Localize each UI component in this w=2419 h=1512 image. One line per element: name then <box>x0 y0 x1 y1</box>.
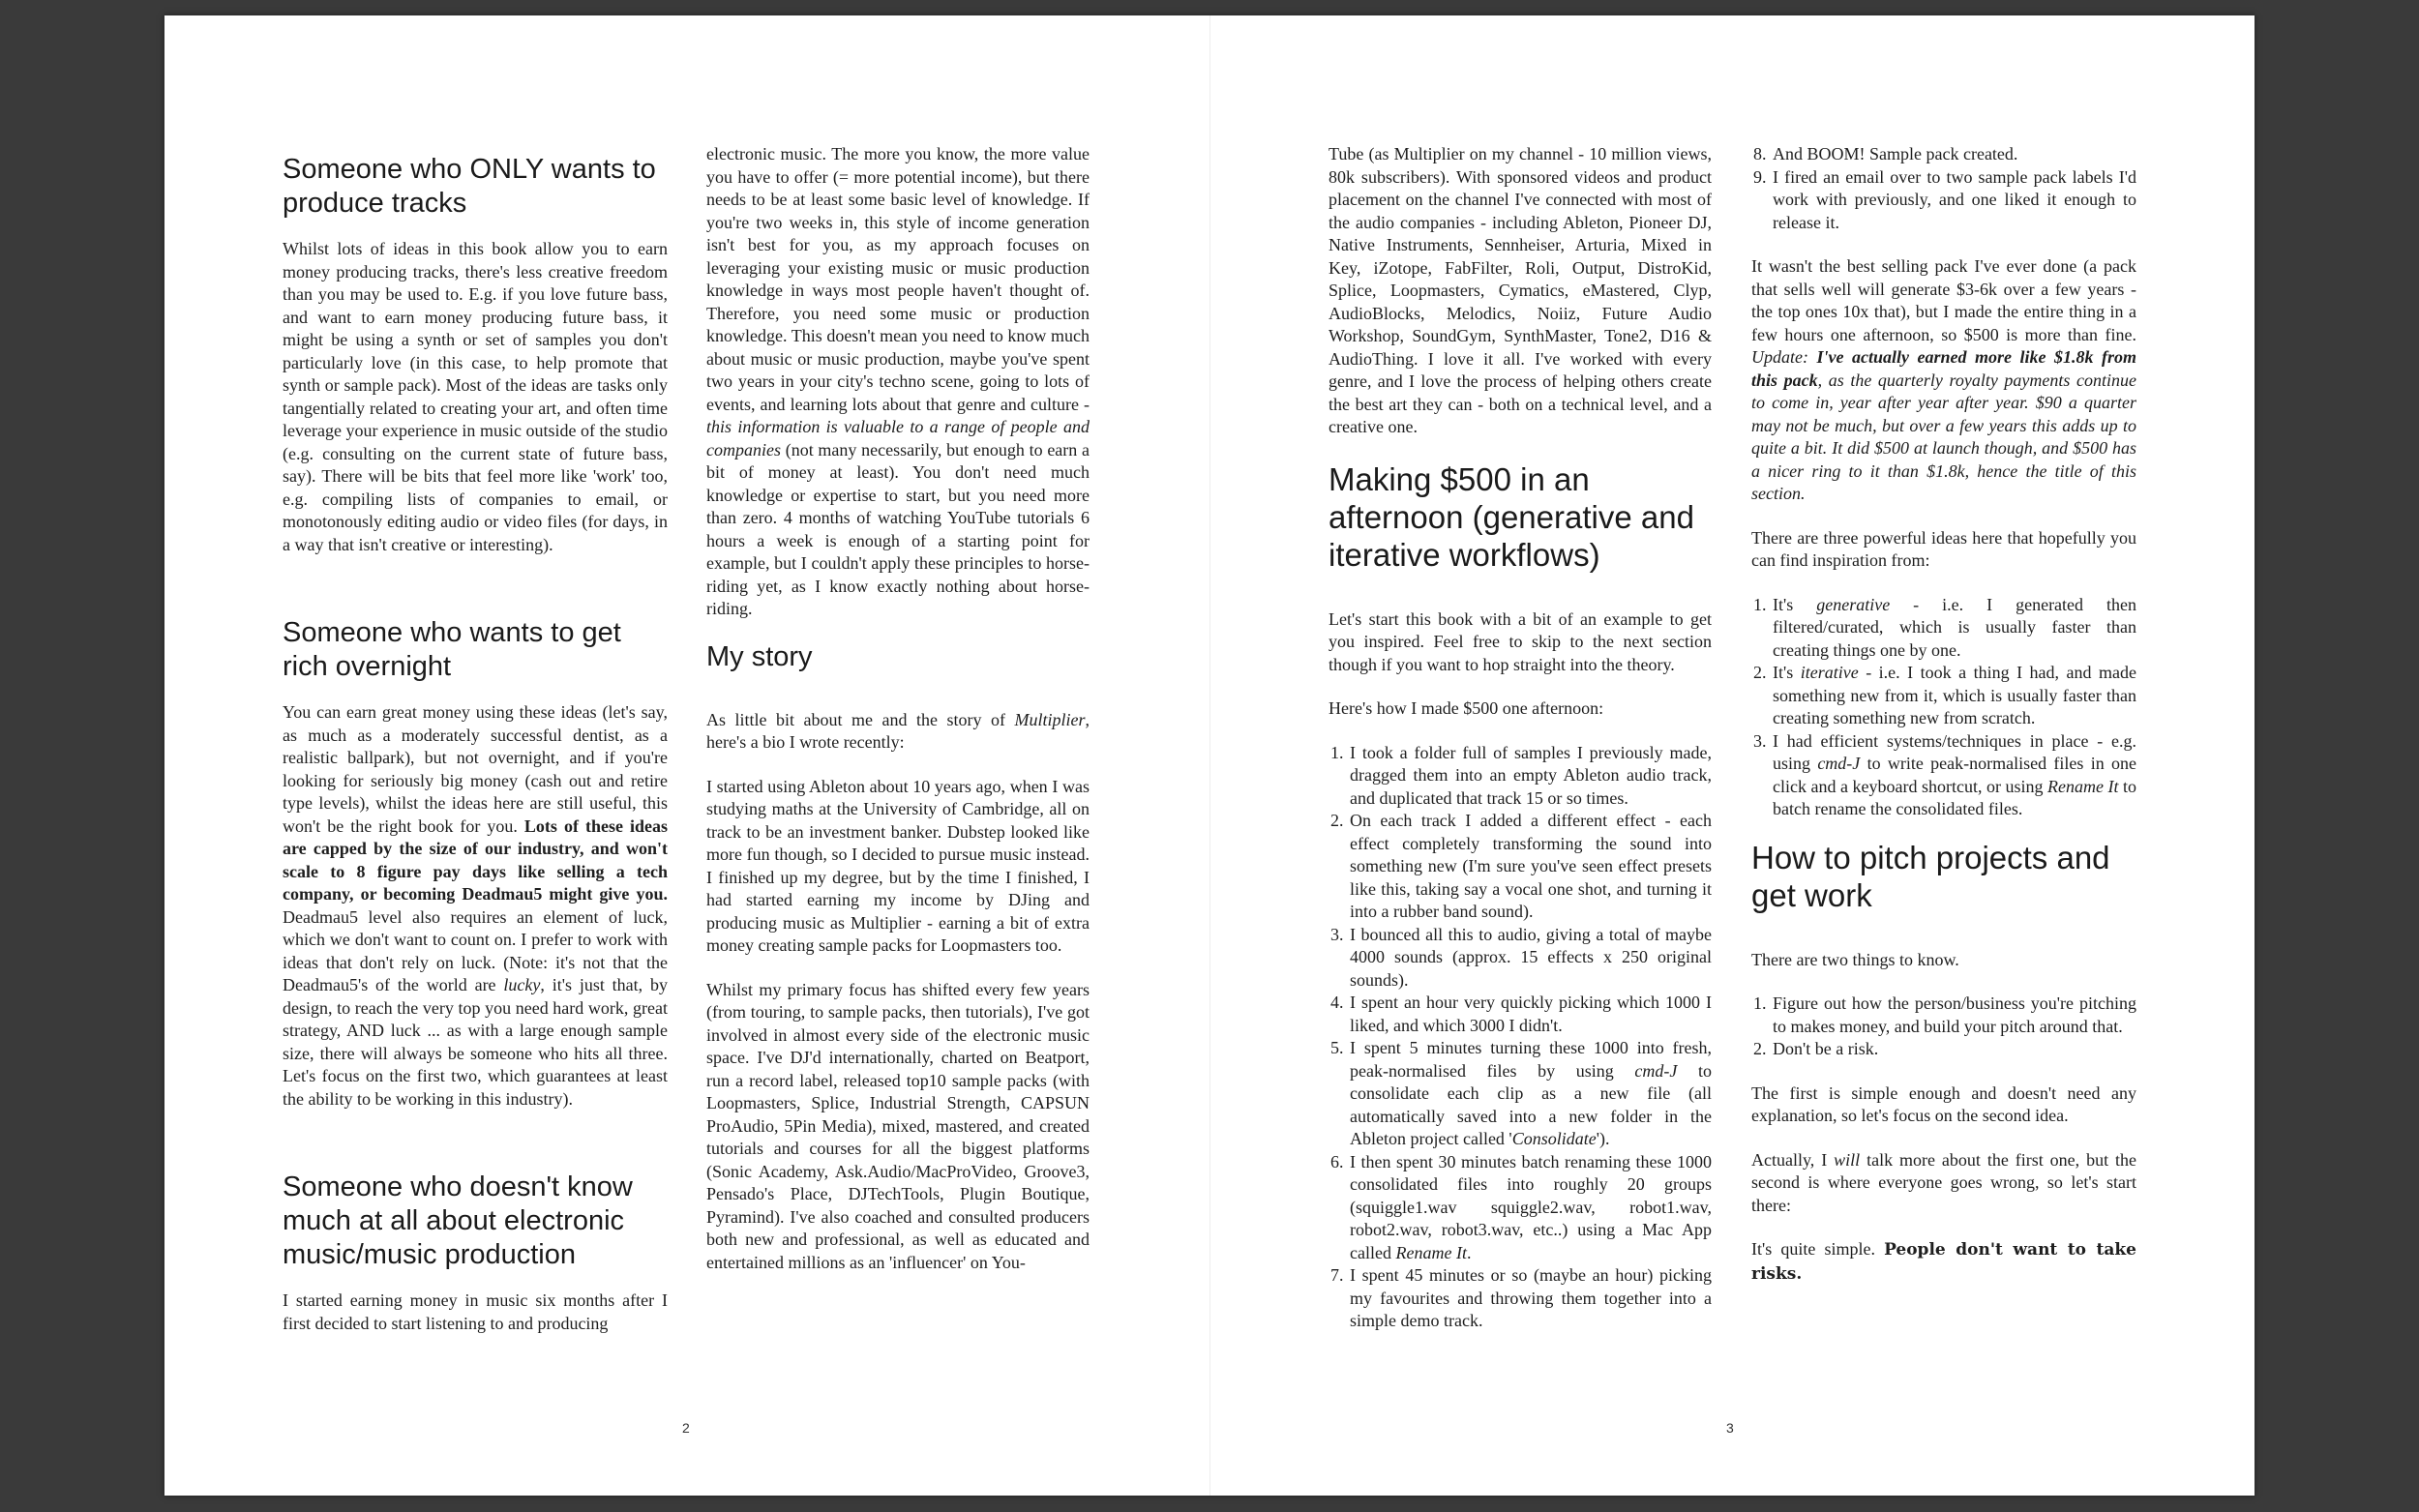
paragraph: It wasn't the best selling pack I've ever done (a pack that sells well will generate $3-6k over a few years - the top ones 10x that), but I made the entire thing in a few hours one afternoon, so $500 is more than fine. Update: I've actually earned more like $1.8k from this pack, as the quarterly royalty payments continue to come in, year after year after year. $90 a quarter may not be much, but over a few years this adds up to quite a bit. It did $500 at launch though, and $500 has a nicer ring to it than $1.8k, hence the title of this section. <box>1751 256 2136 503</box>
paragraph: Let's start this book with a bit of an example to get you inspired. Feel free to skip to the next section though if you want to hop straight into the theory. <box>1329 608 1712 674</box>
heading-only-produce-tracks: Someone who ONLY wants to produce tracks <box>283 154 656 219</box>
list-item: 2. On each track I added a different effect - each effect completely transforming the sound into something new (I'm sure you've seen effect presets like this, taking say a vocal one shot, and turning it into a rubber band sound). <box>1348 810 1712 924</box>
italic-text: this information is valuable to a range of people and companies <box>706 417 1090 460</box>
list-item: 2. Don't be a risk. <box>1771 1038 2136 1061</box>
list-item: 1. It's generative - i.e. I generated then filtered/curated, which is usually faster than creating things one by one. <box>1771 594 2136 663</box>
paragraph: electronic music. The more you know, the more value you have to offer (= more potential income), but there needs to be at least some basic level of knowledge. If you're two weeks in, this style of income generation isn't best for you, as my approach focuses on leveraging your existing music or music production knowledge in ways most people haven't thought of. Therefore, you need some music or production knowledge. This doesn't mean you need to know much about music or music production, maybe you've spent two years in your city's techno scene, going to lots of events, and learning lots about that genre and culture - this information is valuable to a range of people and companies (not many necessarily, but enough to earn a bit of money at least). You don't need much knowledge or expertise to start, but you need more than zero. 4 months of watching YouTube tutorials 6 hours a week is enough of a starting point for example, but I couldn't apply these principles to horse-riding yet, as I know exactly nothing about horse-riding. <box>706 144 1090 618</box>
paragraph: There are three powerful ideas here that hopefully you can find inspiration from: <box>1751 527 2136 570</box>
paragraph: Tube (as Multiplier on my channel - 10 million views, 80k subscribers). With sponsored videos and product placement on the channel I've connected with most of the audio companies - including Ableton, Pioneer DJ, Native Instruments, Sennheiser, Arturia, Mixed in Key, iZotope, FabFilter, Roli, Output, DistroKid, Splice, Loopmasters, Cymatics, eMastered, Clyp, AudioBlocks, Melodics, Noiiz, Future Audio Workshop, SoundGym, SynthMaster, Tone2, D16 & AudioThing. I love it all. I've worked with every genre, and I love the process of helping others create the best art they can - both on a technical level, and a creative one. <box>1329 144 1712 436</box>
list-item: 8. And BOOM! Sample pack created. <box>1771 143 2136 166</box>
list-item: 1. I took a folder full of samples I previously made, dragged them into an empty Ableton audio track, and duplicated that track 15 or so times. <box>1348 742 1712 811</box>
bold-text: People don't want to take risks. <box>1751 1240 2136 1284</box>
italic-text: Multiplier <box>1014 709 1086 729</box>
heading-get-rich-overnight: Someone who wants to get rich overnight <box>283 617 621 682</box>
list-item: 1. Figure out how the person/business you're pitching to makes money, and build your pitch around that. <box>1771 993 2136 1038</box>
book-spread <box>164 15 2255 1496</box>
paragraph: Whilst lots of ideas in this book allow you to earn money producing tracks, there's less creative freedom than you may be used to. E.g. if you love future bass, and want to earn money producing future bass, it might be using a synth or set of samples you don't particularly love (in this case, to help promote that synth or sample pack). Most of the ideas are tasks only tangentially related to creating your art, and often time leverage your experience in music outside of the studio (e.g. consulting on the current state of future bass, say). There will be bits that feel more like 'work' too, e.g. compiling lists of companies to email, or monotonously editing audio or video files (for days, in a way that isn't creative or interesting). <box>283 239 668 554</box>
page-number-left: 2 <box>682 1420 690 1436</box>
list-item: 4. I spent an hour very quickly picking which 1000 I liked, and which 3000 I didn't. <box>1348 992 1712 1037</box>
paragraph: I started earning money in music six months after I first decided to start listening to and producing <box>283 1290 668 1333</box>
list-item: 3. I had efficient systems/techniques in place - e.g. using cmd-J to write peak-normalised files in one click and a keyboard shortcut, or using Rename It to batch rename the consolidated files. <box>1771 730 2136 821</box>
list-item: 5. I spent 5 minutes turning these 1000 into fresh, peak-normalised files by using cmd-J to consolidate each clip as a new file (all automatically saved into a new folder in the Ableton project called 'Consolidate'). <box>1348 1037 1712 1151</box>
left-page-column-2 <box>706 143 1090 1295</box>
bold-italic-text: I've actually earned more like $1.8k from this pack <box>1751 347 2136 390</box>
paragraph: Actually, I will talk more about the first one, but the second is where everyone goes wrong, so let's start there: <box>1751 1149 2136 1215</box>
list-item: 2. It's iterative - i.e. I took a thing I had, and made something new from it, which is usually faster than creating something new from scratch. <box>1771 662 2136 730</box>
heading-making-500: Making $500 in an afternoon (generative and iterative workflows) <box>1329 460 1694 573</box>
page-number-right: 3 <box>1726 1420 1734 1436</box>
left-page-column-1 <box>283 143 668 1356</box>
paragraph: I started using Ableton about 10 years ago, when I was studying maths at the University of Cambridge, all on track to be an investment banker. Dubstep looked like more fun though, so I decided to pursue music instead. I finished up my degree, but by the time I finished, I had started earning my income by DJing and producing music as Multiplier - earning a bit of extra money creating sample packs for Loopmasters too. <box>706 776 1090 955</box>
right-page-column-2 <box>1751 143 2136 1307</box>
things-list <box>1751 993 2136 1061</box>
heading-pitch-projects: How to pitch projects and get work <box>1751 839 2110 913</box>
heading-my-story: My story <box>706 640 813 672</box>
paragraph: It's quite simple. People don't want to take risks. <box>1751 1239 2136 1284</box>
list-item: 7. I spent 45 minutes or so (maybe an hour) picking my favourites and throwing them together into a simple demo track. <box>1348 1264 1712 1333</box>
heading-doesnt-know-much: Someone who doesn't know much at all about electronic music/music production <box>283 1171 633 1270</box>
list-item: 3. I bounced all this to audio, giving a total of maybe 4000 sounds (approx. 15 effects x 250 original sounds). <box>1348 924 1712 993</box>
list-item: 9. I fired an email over to two sample pack labels I'd work with previously, and one liked it enough to release it. <box>1771 166 2136 235</box>
paragraph: As little bit about me and the story of Multiplier, here's a bio I wrote recently: <box>706 709 1090 752</box>
list-item: 6. I then spent 30 minutes batch renaming these 1000 consolidated files into roughly 20 groups (squiggle1.wav squiggle2.wav, robot1.wav, robot2.wav, robot3.wav, etc..) using a Mac App called Rename It. <box>1348 1151 1712 1265</box>
paragraph: The first is simple enough and doesn't need any explanation, so let's focus on the second idea. <box>1751 1082 2136 1125</box>
paragraph: There are two things to know. <box>1751 949 1959 969</box>
steps-list-continued <box>1751 143 2136 234</box>
steps-list <box>1329 742 1712 1333</box>
right-page-column-1 <box>1329 143 1712 1354</box>
paragraph: Here's how I made $500 one afternoon: <box>1329 698 1604 718</box>
paragraph: You can earn great money using these ideas (let's say, as much as a moderately successful dentist, as a realistic ballpark), but not overnight, and if you're looking for seriously big money (cash out and retire type levels), whilst the ideas here are still useful, this won't be the right book for you. Lots of these ideas are capped by the size of our industry, and won't scale to 8 figure pay days like selling a tech company, or becoming Deadmau5 might give you. Deadmau5 level also requires an element of luck, which we don't want to count on. I prefer to work with ideas that don't rely on luck. (Note: it's not that the Deadmau5's of the world are lucky, it's just that, by design, to reach the very top you need hard work, great strategy, AND luck ... as with a large enough sample size, there will always be someone who hits all three. Let's focus on the first two, which guarantees at least the ability to be working in this industry). <box>283 702 669 1109</box>
italic-text: lucky <box>503 975 541 994</box>
paragraph: Whilst my primary focus has shifted every few years (from touring, to sample packs, then tutorials), I've got involved in almost every side of the electronic music space. I've DJ'd internationally, charted on Beatport, run a record label, released top10 sample packs (with Loopmasters, Splice, Industrial Strength, CAPSUN ProAudio, 5Pin Media), mixed, mastered, and created tutorials and courses for all the biggest platforms (Sonic Academy, Ask.Audio/MacProVideo, Groove3, Pensado's Place, DJTechTools, Plugin Boutique, Pyramind). I've also coached and consulted producers both new and professional, as well as educated and entertained millions as an 'influencer' on You- <box>706 979 1090 1272</box>
ideas-list <box>1751 594 2136 821</box>
bold-text: Lots of these ideas are capped by the size of our industry, and won't scale to 8 figure pay days like selling a tech company, or becoming Deadmau5 might give you. <box>283 815 668 904</box>
